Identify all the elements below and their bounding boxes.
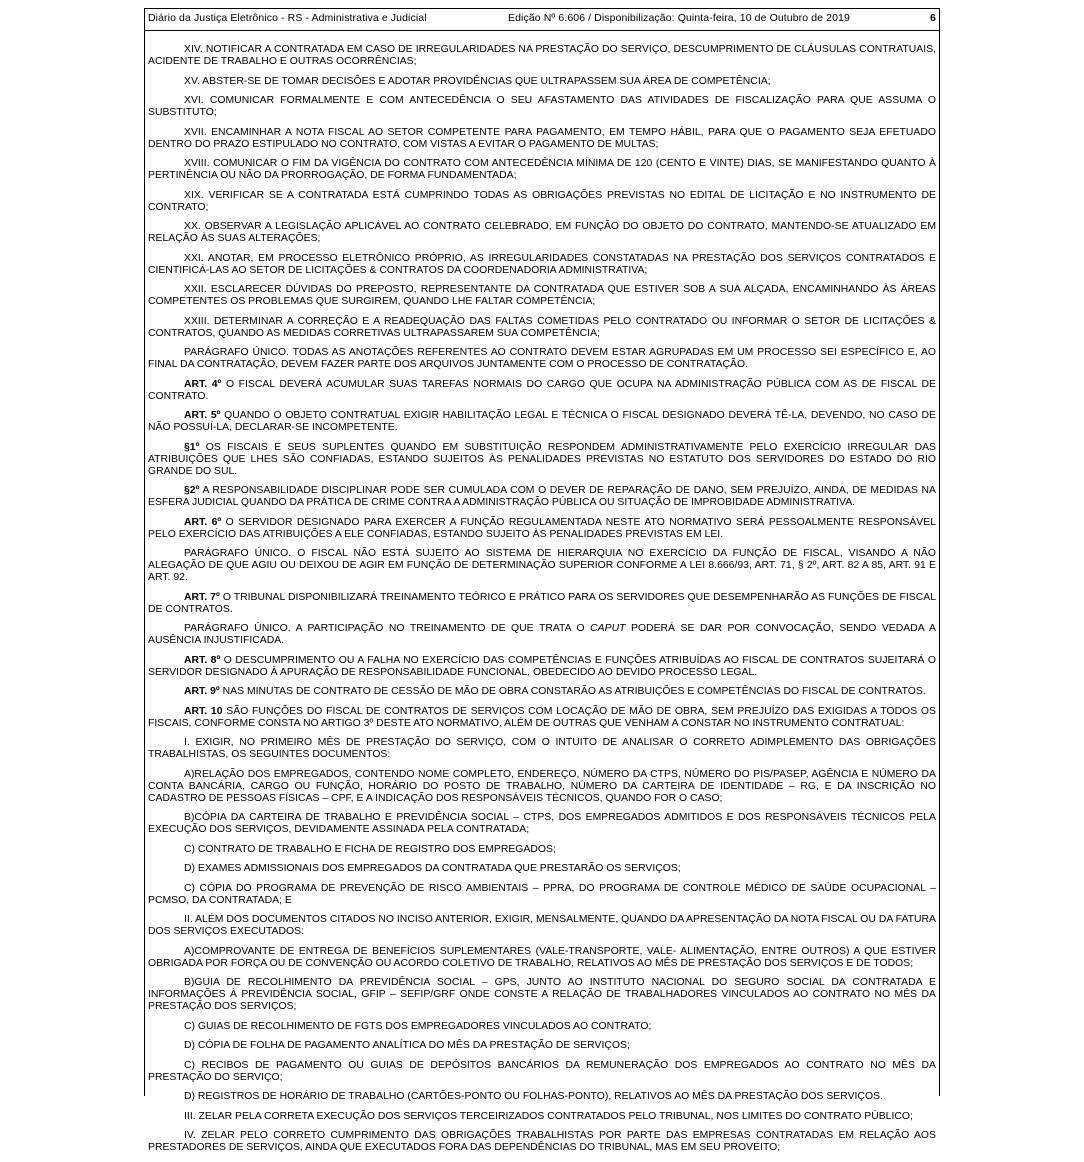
item-xvii bbox=[148, 127, 936, 151]
art-5-text: QUANDO O OBJETO CONTRATUAL EXIGIR HABILITAÇÃO LEGAL E TÉCNICA O FISCAL DESIGNADO DEVERÁ TÊ-LA, DEVENDO, NO CASO DE NÃO POSSUÍ-LA, DECLARAR-SE INCOMPETENTE. bbox=[148, 410, 936, 433]
art-9 bbox=[148, 686, 936, 698]
item-ii-b bbox=[148, 977, 936, 1013]
item-ii-c2 bbox=[148, 1060, 936, 1084]
art-5-par-1-text: OS FISCAIS E SEUS SUPLENTES QUANDO EM SUBSTITUIÇÃO RESPONDEM ADMINISTRATIVAMENTE PELO EXERCÍCIO IRREGULAR DAS ATRIBUIÇÕES QUE LHES SÃO CONFIADAS, ESTANDO SUJEITOS ÀS PENALIDADES PREVISTAS NO ESTATUTO DOS SERVIDORES DO ESTADO DO RIO GRANDE DO SUL. bbox=[148, 441, 936, 477]
art-10 bbox=[148, 706, 936, 730]
item-i-c2-text: C) CÓPIA DO PROGRAMA DE PREVENÇÃO DE RISCO AMBIENTAIS – PPRA, DO PROGRAMA DE CONTROLE MÉDICO DE SAÚDE OCUPACIONAL – PCMSO, DA CONTRATADA; E bbox=[148, 882, 936, 906]
item-iii bbox=[148, 1111, 936, 1123]
item-i-b bbox=[148, 812, 936, 836]
art-10-text: SÃO FUNÇÕES DO FISCAL DE CONTRATOS DE SERVIÇOS COM LOCAÇÃO DE MÃO DE OBRA, SEM PREJUÍZO DAS EXIGIDAS A TODOS OS FISCAIS, CONFORME CONSTA NO ARTIGO 3º DESTE ATO NORMATIVO, ALÉM DE OUTRAS QUE VENHAM A CONSTAR NO INSTRUMENTO CONTRATUAL: bbox=[148, 705, 936, 729]
item-i-d-text: D) EXAMES ADMISSIONAIS DOS EMPREGADOS DA CONTRATADA QUE PRESTARÃO OS SERVIÇOS; bbox=[184, 863, 681, 874]
art-5-par-1-label: §1º bbox=[184, 441, 200, 453]
item-ii-a bbox=[148, 946, 936, 970]
header-rule-bottom bbox=[144, 30, 940, 31]
item-xiv bbox=[148, 44, 936, 68]
item-i-d bbox=[148, 863, 936, 875]
item-iii-text: III. ZELAR PELA CORRETA EXECUÇÃO DOS SERVIÇOS TERCEIRIZADOS CONTRATADOS PELO TRIBUNAL, NOS LIMITES DO CONTRATO PÚBLICO; bbox=[184, 1110, 913, 1122]
item-xviii-text: XVIII. COMUNICAR O FIM DA VIGÊNCIA DO CONTRATO COM ANTECEDÊNCIA MÍNIMA DE 120 (CENTO E VINTE) DIAS, SE MANIFESTANDO QUANTO À PERTINÊNCIA OU NÃO DA PRORROGAÇÃO, DE FORMA FUNDAMENTADA; bbox=[148, 158, 936, 181]
item-xx bbox=[148, 221, 936, 245]
art-4-text: O FISCAL DEVERÁ ACUMULAR SUAS TAREFAS NORMAIS DO CARGO QUE OCUPA NA ADMINISTRAÇÃO PÚBLICA COM AS DE FISCAL DE CONTRATO. bbox=[148, 378, 936, 402]
paragrafo-unico-1-text: PARÁGRAFO ÚNICO. TODAS AS ANOTAÇÕES REFERENTES AO CONTRATO DEVEM ESTAR AGRUPADAS EM UM PROCESSO SEI ESPECÍFICO E, AO FINAL DA CONTRATAÇÃO, DEVEM FAZER PARTE DOS ARQUIVOS JUNTAMENTE COM O PROCESSO DE CONTRATAÇÃO. bbox=[148, 347, 936, 370]
header-edition-info: Edição Nº 6.606 / Disponibilização: Quinta-feira, 10 de Outubro de 2019 bbox=[508, 12, 850, 24]
art-5-par-2 bbox=[148, 485, 936, 509]
item-xxii-text: XXII. ESCLARECER DÚVIDAS DO PREPOSTO, REPRESENTANTE DA CONTRATADA QUE ESTIVER SOB A SUA ALÇADA, ENCAMINHANDO ÀS ÁREAS COMPETENTES OS PROBLEMAS QUE SURGIREM, QUANDO LHE FALTAR COMPETÊNCIA; bbox=[148, 284, 936, 307]
right-margin-rule bbox=[939, 8, 940, 1096]
paragrafo-unico-3-text: PARÁGRAFO ÚNICO. A PARTICIPAÇÃO NO TREINAMENTO DE QUE TRATA O bbox=[184, 623, 591, 634]
left-margin-rule bbox=[144, 8, 145, 1096]
art-4-label: ART. 4º bbox=[184, 378, 222, 390]
art-10-label: ART. 10 bbox=[184, 705, 223, 717]
art-6-label: ART. 6º bbox=[184, 516, 222, 528]
item-ii-c-text: C) GUIAS DE RECOLHIMENTO DE FGTS DOS EMPREGADORES VINCULADOS AO CONTRATO; bbox=[184, 1020, 652, 1032]
item-ii-d2 bbox=[148, 1091, 936, 1103]
art-7-label: ART. 7º bbox=[184, 591, 220, 603]
item-xix-text: XIX. VERIFICAR SE A CONTRATADA ESTÁ CUMPRINDO TODAS AS OBRIGAÇÕES PREVISTAS NO EDITAL DE LICITAÇÃO E NO INSTRUMENTO DE CONTRATO; bbox=[148, 189, 936, 213]
art-4 bbox=[148, 379, 936, 403]
item-i-a-text: A)RELAÇÃO DOS EMPREGADOS, CONTENDO NOME COMPLETO, ENDEREÇO, NÚMERO DA CTPS, NÚMERO DO PIS/PASEP, AGÊNCIA E NÚMERO DA CONTA BANCÁRIA, CARGO OU FUNÇÃO, HORÁRIO DO POSTO DE TRABALHO, NÚMERO DA CARTEIRA DE IDENTIDADE – RG, E DA INSCRIÇÃO NO CADASTRO DE PESSOAS FÍSICAS – CPF, E A INDICAÇÃO DOS RESPONSÁVEIS TÉCNICOS, QUANDO FOR O CASO; bbox=[148, 768, 936, 804]
item-iv-text: IV. ZELAR PELO CORRETO CUMPRIMENTO DAS OBRIGAÇÕES TRABALHISTAS POR PARTE DAS EMPRESAS CONTRATADAS EM RELAÇÃO AOS PRESTADORES DE SERVIÇOS, AINDA QUE EXECUTADOS FORA DAS DEPENDÊNCIAS DO TRIBUNAL, MAS EM SEU PROVEITO; bbox=[148, 1130, 936, 1153]
header-page-number: 6 bbox=[930, 12, 936, 24]
item-xxi bbox=[148, 253, 936, 277]
header-publication-title: Diário da Justiça Eletrônico - RS - Administrativa e Judicial bbox=[148, 12, 427, 24]
item-i-c bbox=[148, 844, 936, 856]
item-xv-text: XV. ABSTER-SE DE TOMAR DECISÕES E ADOTAR PROVIDÊNCIAS QUE ULTRAPASSEM SUA ÁREA DE COMPETÊNCIA; bbox=[184, 75, 771, 87]
item-ii-d2-text: D) REGISTROS DE HORÁRIO DE TRABALHO (CARTÕES-PONTO OU FOLHAS-PONTO), RELATIVOS AO MÊS DA PRESTAÇÃO DOS SERVIÇOS. bbox=[184, 1091, 883, 1102]
item-xvi bbox=[148, 95, 936, 119]
item-i-a bbox=[148, 769, 936, 805]
document-body bbox=[148, 44, 936, 1162]
item-ii-c2-text: C) RECIBOS DE PAGAMENTO OU GUIAS DE DEPÓSITOS BANCÁRIOS DA REMUNERAÇÃO DOS EMPREGADOS AO CONTRATO NO MÊS DA PRESTAÇÃO DO SERVIÇO; bbox=[148, 1059, 936, 1083]
item-ii bbox=[148, 914, 936, 938]
paragrafo-unico-3 bbox=[148, 623, 936, 647]
item-xxii bbox=[148, 284, 936, 308]
item-i-text: I. EXIGIR, NO PRIMEIRO MÊS DE PRESTAÇÃO DO SERVIÇO, COM O INTUITO DE ANALISAR O CORRETO ADIMPLEMENTO DAS OBRIGAÇÕES TRABALHISTAS, OS SEGUINTES DOCUMENTOS: bbox=[148, 737, 936, 760]
art-5-label: ART. 5º bbox=[184, 410, 221, 421]
art-5-par-2-text: A RESPONSABILIDADE DISCIPLINAR PODE SER CUMULADA COM O DEVER DE REPARAÇÃO DE DANO, SEM PREJUÍZO, AINDA, DE MEDIDAS NA ESFERA JUDICIAL QUANDO DA PRÁTICA DE CRIME CONTRA A ADMINISTRAÇÃO PÚBLICA OU SITUAÇÃO DE IMPROBIDADE ADMINISTRATIVA. bbox=[148, 485, 936, 508]
item-xxiii bbox=[148, 316, 936, 340]
art-9-label: ART. 9º bbox=[184, 686, 220, 697]
item-xiv-text: XIV. NOTIFICAR A CONTRATADA EM CASO DE IRREGULARIDADES NA PRESTAÇÃO DO SERVIÇO, DESCUMPRIMENTO DE CLÁUSULAS CONTRATUAIS, ACIDENTE DE TRABALHO E OUTRAS OCORRÊNCIAS; bbox=[148, 44, 936, 67]
item-i-c2 bbox=[148, 883, 936, 907]
item-xv bbox=[148, 76, 936, 88]
art-6 bbox=[148, 517, 936, 541]
item-i-c-text: C) CONTRATO DE TRABALHO E FICHA DE REGISTRO DOS EMPREGADOS; bbox=[184, 843, 556, 855]
item-i-b-text: B)CÓPIA DA CARTEIRA DE TRABALHO E PREVIDÊNCIA SOCIAL – CTPS, DOS EMPREGADOS ADMITIDOS E DOS RESPONSÁVEIS TÉCNICOS PELA EXECUÇÃO DOS SERVIÇOS, DEVIDAMENTE ASSINADA PELA CONTRATADA; bbox=[148, 812, 936, 835]
item-xx-text: XX. OBSERVAR A LEGISLAÇÃO APLICÁVEL AO CONTRATO CELEBRADO, EM FUNÇÃO DO OBJETO DO CONTRATO, MANTENDO-SE ATUALIZADO EM RELAÇÃO ÀS SUAS ALTERAÇÕES; bbox=[148, 221, 936, 244]
item-xix bbox=[148, 190, 936, 214]
art-7 bbox=[148, 592, 936, 616]
item-iv bbox=[148, 1130, 936, 1154]
art-9-text: NAS MINUTAS DE CONTRATO DE CESSÃO DE MÃO DE OBRA CONSTARÃO AS ATRIBUIÇÕES E COMPETÊNCIAS DO FISCAL DE CONTRATOS. bbox=[219, 686, 926, 697]
item-ii-c bbox=[148, 1021, 936, 1033]
art-5-par-1 bbox=[148, 442, 936, 478]
item-ii-b-text: B)GUIA DE RECOLHIMENTO DA PREVIDÊNCIA SOCIAL – GPS, JUNTO AO INSTITUTO NACIONAL DO SEGURO SOCIAL DA CONTRATADA E INFORMAÇÕES À PREVIDÊNCIA SOCIAL, GFIP – SEFIP/GRF ONDE CONSTE A RELAÇÃO DE TRABALHADORES VINCULADOS AO CONTRATO NO MÊS DA PRESTAÇÃO DOS SERVIÇOS; bbox=[148, 977, 936, 1012]
art-8 bbox=[148, 655, 936, 679]
item-ii-d bbox=[148, 1040, 936, 1052]
item-i bbox=[148, 737, 936, 761]
art-6-text: O SERVIDOR DESIGNADO PARA EXERCER A FUNÇÃO REGULAMENTADA NESTE ATO NORMATIVO SERÁ PESSOALMENTE RESPONSÁVEL PELO EXERCÍCIO DAS ATRIBUIÇÕES A ELE CONFIADAS, ESTANDO SUJEITO ÀS PENALIDADES PREVISTAS EM LEI. bbox=[148, 516, 936, 540]
item-xvii-text: XVII. ENCAMINHAR A NOTA FISCAL AO SETOR COMPETENTE PARA PAGAMENTO, EM TEMPO HÁBIL, PARA QUE O PAGAMENTO SEJA EFETUADO DENTRO DO PRAZO ESTIPULADO NO CONTRATO, COM VISTAS A EVITAR O PAGAMENTO DE MULTAS; bbox=[148, 126, 936, 150]
item-ii-a-text: A)COMPROVANTE DE ENTREGA DE BENEFÍCIOS SUPLEMENTARES (VALE-TRANSPORTE, VALE- ALIMENTAÇÃO, ENTRE OUTROS) A QUE ESTIVER OBRIGADA POR FORÇA OU DE CONVENÇÃO OU ACORDO COLETIVO DE TRABALHO, RELATIVOS AO MÊS DE PRESTAÇÃO DOS SERVIÇOS E DE TODOS; bbox=[148, 945, 936, 969]
item-xxi-text: XXI. ANOTAR, EM PROCESSO ELETRÔNICO PRÓPRIO, AS IRREGULARIDADES CONSTATADAS NA PRESTAÇÃO DOS SERVIÇOS CONTRATADOS E CIENTIFICÁ-LAS AO SETOR DE LICITAÇÕES & CONTRATOS DA COORDENADORIA ADMINISTRATIVA; bbox=[148, 252, 936, 276]
art-5 bbox=[148, 410, 936, 434]
item-xvi-text: XVI. COMUNICAR FORMALMENTE E COM ANTECEDÊNCIA O SEU AFASTAMENTO DAS ATIVIDADES DE FISCALIZAÇÃO PARA QUE ASSUMA O SUBSTITUTO; bbox=[148, 95, 936, 118]
art-5-par-2-label: §2º bbox=[184, 485, 200, 496]
art-8-label: ART. 8º bbox=[184, 654, 221, 666]
page-header bbox=[144, 8, 940, 30]
item-xviii bbox=[148, 158, 936, 182]
item-ii-d-text: D) CÓPIA DE FOLHA DE PAGAMENTO ANALÍTICA DO MÊS DA PRESTAÇÃO DE SERVIÇOS; bbox=[184, 1040, 630, 1051]
item-xxiii-text: XXIII. DETERMINAR A CORREÇÃO E A READEQUAÇÃO DAS FALTAS COMETIDAS PELO CONTRATADO OU INFORMAR O SETOR DE LICITAÇÕES & CONTRATOS, QUANDO AS MEDIDAS CORRETIVAS ULTRAPASSAREM SUA COMPETÊNCIA; bbox=[148, 315, 936, 339]
art-8-text: O DESCUMPRIMENTO OU A FALHA NO EXERCÍCIO DAS COMPETÊNCIAS E FUNÇÕES ATRIBUÍDAS AO FISCAL DE CONTRATOS SUJEITARÁ O SERVIDOR DESIGNADO À APURAÇÃO DE RESPONSABILIDADE FUNCIONAL, OBEDECIDO AO DEVIDO PROCESSO LEGAL. bbox=[148, 654, 936, 678]
paragrafo-unico-3-text-after: PODERÁ SE DAR POR CONVOCAÇÃO, SENDO VEDADA A AUSÊNCIA INJUSTIFICADA. bbox=[148, 623, 937, 646]
item-ii-text: II. ALÉM DOS DOCUMENTOS CITADOS NO INCISO ANTERIOR, EXIGIR, MENSALMENTE, QUANDO DA APRESENTAÇÃO DA NOTA FISCAL OU DA FATURA DOS SERVIÇOS EXECUTADOS: bbox=[148, 914, 936, 937]
paragrafo-unico-1 bbox=[148, 347, 936, 371]
paragrafo-unico-3-emphasis: CAPUT bbox=[590, 623, 626, 634]
paragrafo-unico-2-text: PARÁGRAFO ÚNICO. O FISCAL NÃO ESTÁ SUJEITO AO SISTEMA DE HIERARQUIA NO EXERCÍCIO DA FUNÇÃO DE FISCAL, VISANDO A NÃO ALEGAÇÃO DE QUE AGIU OU DEIXOU DE AGIR EM FUNÇÃO DE DETERMINAÇÃO SUPERIOR CONFORME A LEI 8.666/93, ART. 71, § 2º, ART. 82 A 85, ART. 91 E ART. 92. bbox=[148, 548, 936, 583]
art-7-text: O TRIBUNAL DISPONIBILIZARÁ TREINAMENTO TEÓRICO E PRÁTICO PARA OS SERVIDORES QUE DESEMPENHARÃO AS FUNÇÕES DE FISCAL DE CONTRATOS. bbox=[148, 591, 936, 615]
paragrafo-unico-2 bbox=[148, 548, 936, 584]
